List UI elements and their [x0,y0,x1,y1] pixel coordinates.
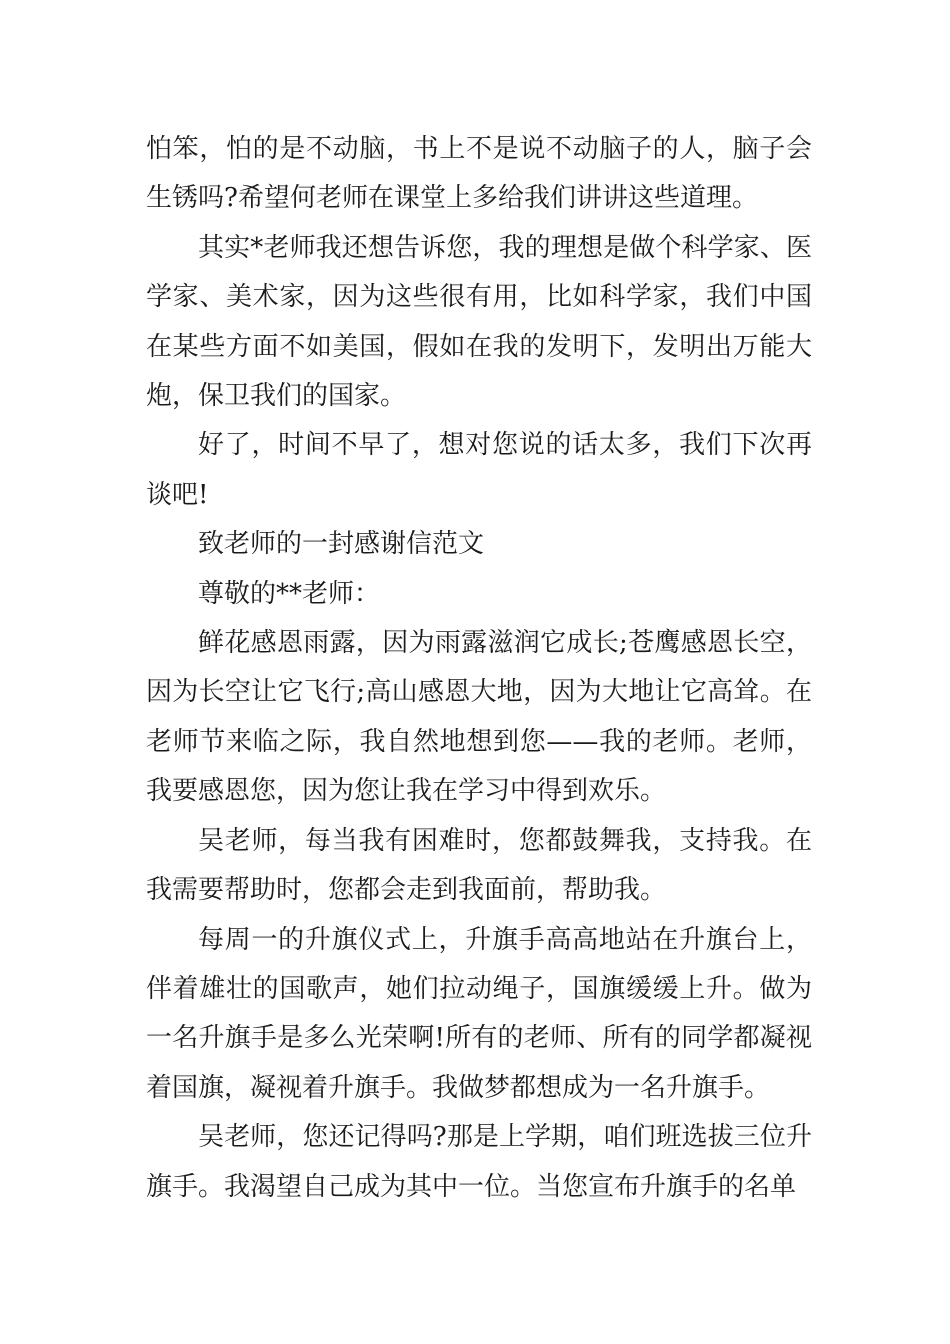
paragraph-9: 吴老师，您还记得吗?那是上学期，咱们班选拔三位升旗手。我渴望自己成为其中一位。当您宣布升旗手的名单 [146,1122,812,1202]
paragraph-1: 怕笨，怕的是不动脑，书上不是说不动脑子的人，脑子会生锈吗?希望何老师在课堂上多给我们讲讲这些道理。 [146,134,812,214]
paragraph-6: 鲜花感恩雨露，因为雨露滋润它成长;苍鹰感恩长空，因为长空让它飞行;高山感恩大地，因为大地让它高耸。在老师节来临之际，我自然地想到您——我的老师。老师，我要感恩您，因为您让我在学习中得到欢乐。 [146,628,812,807]
letter-title: 致老师的一封感谢信范文 [198,529,485,560]
document-body [146,125,812,1212]
letter-salutation: 尊敬的**老师： [198,578,381,609]
paragraph-7: 吴老师，每当我有困难时，您都鼓舞我，支持我。在我需要帮助时，您都会走到我面前，帮助我。 [146,825,812,906]
paragraph-3: 好了，时间不早了，想对您说的话太多，我们下次再谈吧! [146,430,812,510]
paragraph-2: 其实*老师我还想告诉您，我的理想是做个科学家、医学家、美术家，因为这些很有用，比如科学家，我们中国在某些方面不如美国，假如在我的发明下，发明出万能大炮，保卫我们的国家。 [146,232,812,412]
paragraph-8: 每周一的升旗仪式上，升旗手高高地站在升旗台上，伴着雄壮的国歌声，她们拉动绳子，国旗缓缓上升。做为一名升旗手是多么光荣啊!所有的老师、所有的同学都凝视着国旗，凝视着升旗手。我做梦都想成为一名升旗手。 [146,924,812,1103]
